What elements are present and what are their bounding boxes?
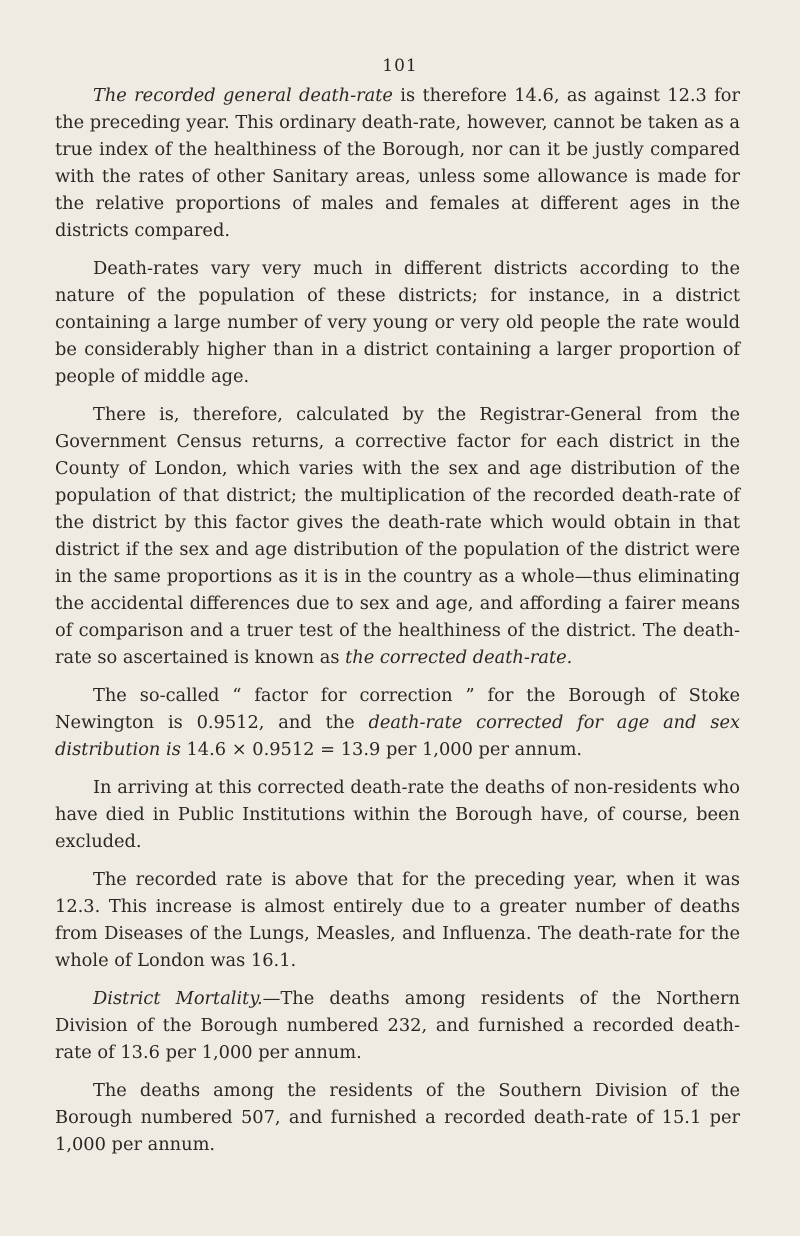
text-run: 14.6 × 0.9512 = 13.9 per 1,000 per annum. xyxy=(180,739,583,760)
italic-phrase: the corrected death-rate. xyxy=(345,647,573,668)
paragraph-rate-increase xyxy=(55,866,740,974)
paragraph-non-residents xyxy=(55,774,740,855)
italic-phrase: death-rate corrected for age and sex distribution is xyxy=(55,712,740,760)
text-run: The deaths among the residents of the Southern Division of the Borough numbered 507, and furnished a recorded death-rate of 15.1 per 1,000 per annum. xyxy=(55,1080,740,1155)
italic-phrase: The recorded general death-rate xyxy=(93,85,393,106)
text-run: is therefore 14.6, as against 12.3 for the preceding year. This ordinary death-rate, however, cannot be taken as a true index of the healthiness of the Borough, nor can it be justly compared with the rates of other Sanitary areas, unless some allowance is made for the relative proportions of males and females at different ages in the districts compared. xyxy=(55,85,740,241)
text-run: The so-called “ factor for correction ” for the Borough of Stoke Newington is 0.9512, and the xyxy=(55,685,740,733)
paragraph-death-rates-vary xyxy=(55,255,740,390)
italic-heading: District Mortality. xyxy=(93,988,263,1009)
text-run: —The deaths among residents of the Northern Division of the Borough numbered 232, and furnished a recorded death-rate of 13.6 per 1,000 per annum. xyxy=(55,988,740,1063)
page-number: 101 xyxy=(382,56,418,76)
paragraph-southern-division xyxy=(55,1077,740,1158)
text-run: The recorded rate is above that for the preceding year, when it was 12.3. This increase is almost entirely due to a greater number of deaths from Diseases of the Lungs, Measles, and Influenza. The death-rate for the whole of London was 16.1. xyxy=(55,869,740,971)
text-run: In arriving at this corrected death-rate the deaths of non-residents who have died in Public Institutions within the Borough have, of course, been excluded. xyxy=(55,777,740,852)
body-text xyxy=(55,82,740,1169)
paragraph-corrective-factor xyxy=(55,401,740,671)
paragraph-recorded-death-rate xyxy=(55,82,740,244)
paragraph-factor-for-correction xyxy=(55,682,740,763)
paragraph-district-mortality xyxy=(55,985,740,1066)
text-run: Death-rates vary very much in different districts according to the nature of the population of these districts; for instance, in a district containing a large number of very young or very old people the rate would be considerably higher than in a district containing a larger proportion of people of middle age. xyxy=(55,258,740,387)
text-run: There is, therefore, calculated by the Registrar-General from the Government Census returns, a corrective factor for each district in the County of London, which varies with the sex and age distribution of the population of that district; the multiplication of the recorded death-rate of the district by this factor gives the death-rate which would obtain in that district if the sex and age distribution of the population of the district were in the same proportions as it is in the country as a whole—thus eliminating the accidental differences due to sex and age, and affording a fairer means of comparison and a truer test of the healthiness of the district. The death-rate so ascertained is known as xyxy=(55,404,740,668)
